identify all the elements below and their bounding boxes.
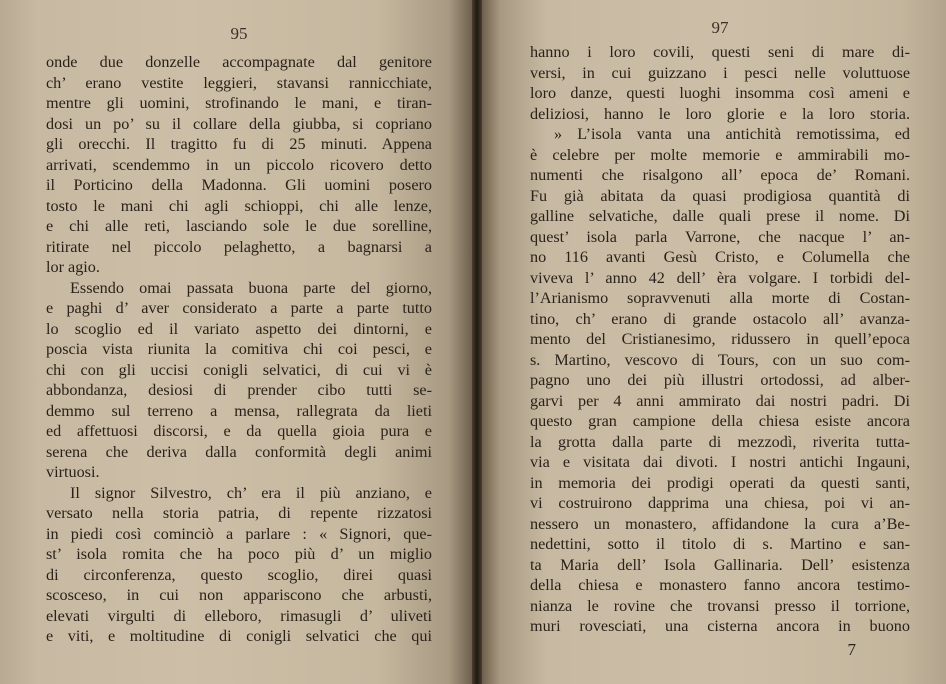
text-line: mentre gli uomini, strofinando le mani, e tiran- bbox=[46, 94, 432, 112]
text-line: ed affettuosi discorsi, e da quella gioia pura e bbox=[46, 422, 432, 440]
text-line: muri rovesciati, una cisterna ancora in buono bbox=[530, 617, 910, 635]
text-line: l’Arianismo sopravvenuti alla morte di Costan- bbox=[530, 289, 910, 307]
text-line: in piedi così cominciò a parlare : « Signori, que- bbox=[46, 524, 432, 543]
text-line: versato nella storia patria, di repente rizzatosi bbox=[46, 504, 432, 522]
text-line: di circonferenza, questo scoglio, direi quasi bbox=[46, 565, 432, 584]
text-line: questo gran campione della chiesa esiste ancora bbox=[530, 412, 910, 430]
text-line: e chi alle reti, lasciando sole le due sorelline, bbox=[46, 217, 432, 235]
text-line: pagno uno dei più illustri ortodossi, ad alber- bbox=[530, 371, 910, 389]
left-page-text bbox=[46, 52, 432, 647]
right-page-text bbox=[530, 42, 910, 637]
text-line: no 116 avanti Gesù Cristo, e Columella che bbox=[530, 248, 910, 266]
text-line: garvi per 4 anni ammirato dai nostri padri. Di bbox=[530, 391, 910, 410]
right-page bbox=[482, 0, 946, 684]
text-line: quest’ isola parla Varrone, che nacque l’ an- bbox=[530, 227, 910, 246]
text-line: lo scoglio ed il variato aspetto dei dintorni, e bbox=[46, 319, 432, 338]
text-line: chi con gli uccisi conigli selvatici, di cui vi è bbox=[46, 360, 432, 379]
text-line: abbondanza, desiosi di prender cibo tutti se- bbox=[46, 381, 432, 399]
text-line: galline selvatiche, dalle quali prese il nome. Di bbox=[530, 207, 910, 225]
text-line: della chiesa e monastero fanno ancora testimo- bbox=[530, 576, 910, 594]
text-line: onde due donzelle accompagnate dal genitore bbox=[46, 53, 432, 71]
left-page-number: 95 bbox=[230, 24, 248, 43]
text-line: viveva l’ anno 42 dell’ èra volgare. I torbidi del- bbox=[530, 268, 910, 287]
text-line: ta Maria dell’ Isola Gallinaria. Dell’ esistenza bbox=[530, 555, 910, 574]
text-line: e paghi d’ aver considerato a parte a parte tutto bbox=[46, 299, 432, 317]
text-line: numenti che risalgono all’ epoca de’ Romani. bbox=[530, 166, 910, 184]
text-line: dosi un po’ su il collare della giubba, si copriano bbox=[46, 114, 432, 133]
text-line: tosto le mani chi agli schioppi, chi alle lenze, bbox=[46, 196, 432, 215]
text-line: virtuosi. bbox=[46, 463, 100, 481]
text-line: è celebre per molte memorie e ammirabili mo- bbox=[530, 145, 910, 164]
text-line: vi costruirono dapprima una chiesa, poi vi an- bbox=[530, 494, 910, 512]
text-line: lor agio. bbox=[46, 258, 100, 276]
text-line: versi, in cui guizzano i pesci nelle voluttuose bbox=[530, 63, 910, 82]
text-line: gli orecchi. Il tragitto fu di 25 minuti. Appena bbox=[46, 135, 432, 153]
text-line: hanno i loro covili, questi seni di mare di- bbox=[530, 43, 910, 61]
text-line: ch’ erano vestite leggieri, stavansi rannicchiate, bbox=[46, 73, 432, 92]
text-line: la grotta dalla parte di mezzodì, riverita tutta- bbox=[530, 432, 910, 451]
text-line: il Porticino della Madonna. Gli uomini posero bbox=[46, 176, 432, 194]
text-line: s. Martino, vescovo di Tours, con un suo com- bbox=[530, 350, 910, 369]
text-line: Essendo omai passata buona parte del giorno, bbox=[70, 278, 432, 297]
text-line: deliziosi, hanno le loro glorie e la loro storia. bbox=[530, 104, 910, 123]
signature-mark: 7 bbox=[847, 639, 856, 659]
text-line: scosceso, in cui non appariscono che arbusti, bbox=[46, 586, 432, 604]
text-line: ritirate nel piccolo pelaghetto, a bagnarsi a bbox=[46, 237, 432, 256]
text-line: nedettini, sotto il titolo di s. Martino e san- bbox=[530, 535, 910, 553]
text-line: nianza le rovine che trovansi presso il torrione, bbox=[530, 596, 910, 615]
text-line: via e visitata dai divoti. I nostri antichi Ingauni, bbox=[530, 453, 910, 471]
text-line: arrivati, scendemmo in un piccolo ricovero detto bbox=[46, 155, 432, 174]
text-line: serena che deriva dalla conformità degli animi bbox=[46, 442, 432, 461]
text-line: e viti, e moltitudine di conigli selvatici che qui bbox=[46, 627, 432, 645]
text-line: poscia vista riunita la comitiva chi coi pesci, e bbox=[46, 340, 432, 358]
text-line: Fu già abitata da quasi prodigiosa quantità di bbox=[530, 186, 910, 205]
text-line: Il signor Silvestro, ch’ era il più anziano, e bbox=[70, 483, 432, 502]
text-line: tino, ch’ erano di grande ostacolo all’ avanza- bbox=[530, 309, 910, 328]
text-line: demmo sul terreno a mensa, rallegrata da lieti bbox=[46, 401, 432, 420]
right-page-number: 97 bbox=[711, 18, 729, 37]
text-line: loro danze, questi luoghi insomma così ameni e bbox=[530, 84, 910, 102]
text-line: elevati virgulti di elleboro, rimasugli d’ uliveti bbox=[46, 606, 432, 625]
left-page bbox=[0, 0, 472, 684]
book-gutter bbox=[472, 0, 482, 684]
text-line: mento del Cristianesimo, ridussero in quell’epoca bbox=[530, 330, 910, 348]
text-line: st’ isola romita che ha poco più d’ un miglio bbox=[46, 545, 432, 563]
text-line: nessero un monastero, affidandone la cura a’Be- bbox=[530, 514, 910, 533]
text-line: » L’isola vanta una antichità remotissima, ed bbox=[554, 125, 910, 143]
text-line: in memoria dei prodigi operati da questi santi, bbox=[530, 473, 910, 492]
